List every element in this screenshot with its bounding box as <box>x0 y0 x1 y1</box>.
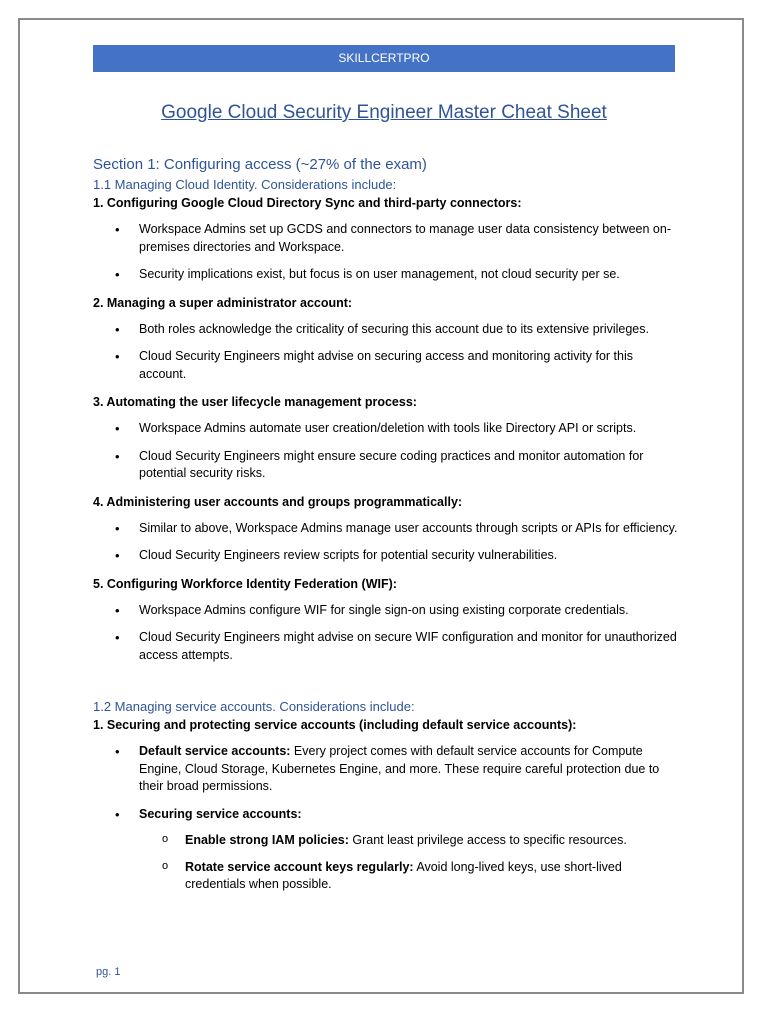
list-item: • Workspace Admins set up GCDS and connectors to manage user data consistency between on-premises directories and Workspace. <box>93 221 678 256</box>
list-item: • Cloud Security Engineers might advise on securing access and monitoring activity for this account. <box>93 348 678 383</box>
page-number: pg. 1 <box>96 966 121 978</box>
sub-list-item <box>139 859 678 894</box>
item-title: 5. Configuring Workforce Identity Federation (WIF): <box>93 576 397 591</box>
subsection-1-2-heading: 1.2 Managing service accounts. Considerations include: <box>93 699 415 714</box>
sub-item-text: Avoid long-lived keys, use short-lived credentials when possible. <box>185 859 622 891</box>
list-item: • Workspace Admins configure WIF for single sign-on using existing corporate credentials. <box>93 602 678 620</box>
item-title: 3. Automating the user lifecycle management process: <box>93 395 417 409</box>
item-title: 1. Configuring Google Cloud Directory Sync and third-party connectors: <box>93 196 522 210</box>
item-title: 1. Securing and protecting service accounts (including default service accounts): <box>93 718 577 732</box>
list-item: • Similar to above, Workspace Admins manage user accounts through scripts or APIs for efficiency. <box>93 520 678 538</box>
bullet-list <box>93 321 678 384</box>
sub-item-label: Rotate service account keys regularly: <box>185 859 414 874</box>
default-sa-text: Every project comes with default service accounts for Compute Engine, Cloud Storage, Kubernetes Engine, and more. These require careful protection due to their broad permissions. <box>139 744 660 793</box>
bullet-list <box>93 520 678 565</box>
subsection-1-1-heading: 1.1 Managing Cloud Identity. Considerations include: <box>93 177 397 192</box>
list-item: • Workspace Admins automate user creation/deletion with tools like Directory API or scripts. <box>93 420 678 438</box>
bullet-list <box>93 743 678 894</box>
item-title: 4. Administering user accounts and groups programmatically: <box>93 494 463 509</box>
bullet-list <box>93 602 678 665</box>
list-item: • Security implications exist, but focus is on user management, not cloud security per se. <box>93 266 678 284</box>
document-body <box>93 154 678 904</box>
list-item <box>93 743 678 796</box>
list-item: • Cloud Security Engineers might ensure secure coding practices and monitor automation for potential security risks. <box>93 448 678 483</box>
list-item: • Cloud Security Engineers review scripts for potential security vulnerabilities. <box>93 547 678 565</box>
bullet-list <box>93 420 678 483</box>
header-banner: SKILLCERTPRO <box>93 45 675 72</box>
sub-list-item <box>139 832 678 850</box>
item-title: 2. Managing a super administrator account: <box>93 295 353 310</box>
bullet-list <box>93 221 678 284</box>
section-1-heading: Section 1: Configuring access (~27% of the exam) <box>93 156 427 173</box>
sub-item-label: Enable strong IAM policies: <box>185 833 349 847</box>
document-title: Google Cloud Security Engineer Master Cheat Sheet <box>161 102 607 123</box>
list-item: • Both roles acknowledge the criticality of securing this account due to its extensive privileges. <box>93 321 678 339</box>
securing-sa-label: Securing service accounts: <box>139 806 302 821</box>
default-sa-label: Default service accounts: <box>139 744 291 758</box>
sub-bullet-list <box>139 832 678 894</box>
sub-item-text: Grant least privilege access to specific resources. <box>348 833 627 847</box>
list-item <box>93 806 678 894</box>
list-item: • Cloud Security Engineers might advise on secure WIF configuration and monitor for unauthorized access attempts. <box>93 629 678 664</box>
